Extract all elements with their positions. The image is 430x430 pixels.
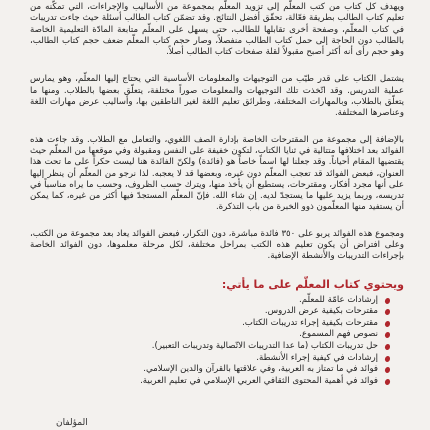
red-bullet-icon	[384, 355, 391, 362]
list-item-text: فوائد في أهمية المحتوى الثقافي العربي الإسلامي في تعليم العربية.	[140, 375, 378, 386]
list-item	[30, 306, 390, 318]
red-bullet-icon	[384, 297, 391, 304]
red-bullet-icon	[384, 367, 391, 374]
paragraph: يشتمل الكتاب على قدر طيّب من التوجيهات والمعلومات الأساسية التي يحتاج إليها المعلّم، وهو يمارس عملية التدريس. وقد اتّخذت تلك التوجيهات والمعلومات صوراً مختلفة، يتعلّق بعضها بالطلاب. ومنها ما يتعلّق بالطلاب، وبالمهارات المختلفة، وطرائق تعليم اللغة لغير الناطقين بها، وأساليب عرض مهارات اللغة وعناصرها المختلفة.	[30, 74, 404, 119]
list-item	[30, 364, 390, 376]
red-bullet-icon	[384, 309, 391, 316]
list-item-text: مقترحات بكيفية عرض الدروس.	[264, 306, 378, 317]
red-bullet-icon	[384, 343, 391, 350]
list-item-text: حل تدريبات الكتاب (ما عدا التدريبات الاتّصالية وتدريبات التعبير).	[151, 341, 378, 352]
list-item	[30, 295, 390, 307]
list-item	[30, 329, 390, 341]
red-bullet-icon	[384, 332, 391, 339]
list-item-text: إرشادات عامّة للمعلّم.	[299, 294, 378, 305]
list-item-text: إرشادات في كيفية إجراء الأنشطة.	[256, 352, 378, 363]
paragraph: بالإضافة إلى مجموعة من المقترحات الخاصة بإدارة الصف اللغوي، والتعامل مع الطلاب. وقد جاءت هذه الفوائد بعد اختلافها متتالية في ثنايا الكتاب، لتكون خفيفة على النفس ومقبولة وفي موقعها من المعلّم حيث يقتضيها المقام أحياناً. وقد جعلنا لها اسماً خاصاً هو (فائدة) ولكنّ الفائدة هنا ليست حكراً على ما تحت هذا العنوان، فبعض الفوائد قد تعجب المعلّم دون غيره، وبعضها قد لا يعجبه. لذا نرجو من المعلّم أن ينظر إليها على أنها مجرد أفكار، ومقترحات، يستطيع أن يأخذ منها، ويترك حسب الظروف، وحسب ما يراه مناسباً في تدريسه، وربما يزيد عليها ما يستجدّ لديه. إن شاء الله. فإنّ المعلّم المستجدّ فيها أكثر من غيره، كما يمكن أن يستفيد منها المعلّمون ذوو الخبرة من باب التذكرة.	[30, 134, 404, 213]
features-list	[30, 295, 404, 388]
list-item	[30, 376, 390, 388]
features-heading: ويحتوي كتاب المعلّم على ما يأتي:	[221, 277, 404, 291]
paragraph: ومجموع هذه الفوائد يربو على ٣٥٠ فائدة مباشرة، دون التكرار، فبعض الفوائد يعاد بعد مجموعة من الكتب، وعلى افتراض أن يكون تعليم هذه الكتب بمراحل مختلفة، لكل مرحلة معلموها، دون الفوائد الخاصة بإجراءات التدريبات والأنشطة الإضافية.	[30, 228, 404, 262]
authors-signature: المؤلفان	[56, 418, 88, 428]
list-item-text: فوائد في ما تمتاز به العربية، وفي علاقتها بالقرآن والدين الإسلامي.	[143, 364, 378, 375]
red-bullet-icon	[384, 320, 391, 327]
list-item-text: نصوص فهم المسموع.	[299, 329, 378, 340]
list-item	[30, 353, 390, 365]
red-bullet-icon	[384, 378, 391, 385]
paragraph: ويهدف كل كتاب من كتب المعلّم إلى تزويد المعلّم بمجموعة من الأساليب والإجراءات، التي تمكّنه من تعليم كتاب الطالب بطريقة فعّالة، تحقّق أفضل النتائج. وقد تضمّن كتاب الطالب أسئلة حيث جاءت تدريبات في كتاب المعلّم، وصفحة أخرى تقابلها للطالب، حتى يسهل على المعلّم متابعة المادّة التعليمية الخاصة بالطالب دون الحاجة إلى حمل كتاب الطالب منفصلاً، وصار حجم كتاب المعلّم ضعف حجم كتاب الطالب، وهو حجم رأى أنه أكثر أصبح مقبولاً لقلة صفحات كتاب الطالب أصلاً.	[30, 2, 404, 58]
list-item	[30, 341, 390, 353]
list-item	[30, 318, 390, 330]
list-item-text: مقترحات بكيفية إجراء تدريبات الكتاب.	[242, 317, 378, 328]
